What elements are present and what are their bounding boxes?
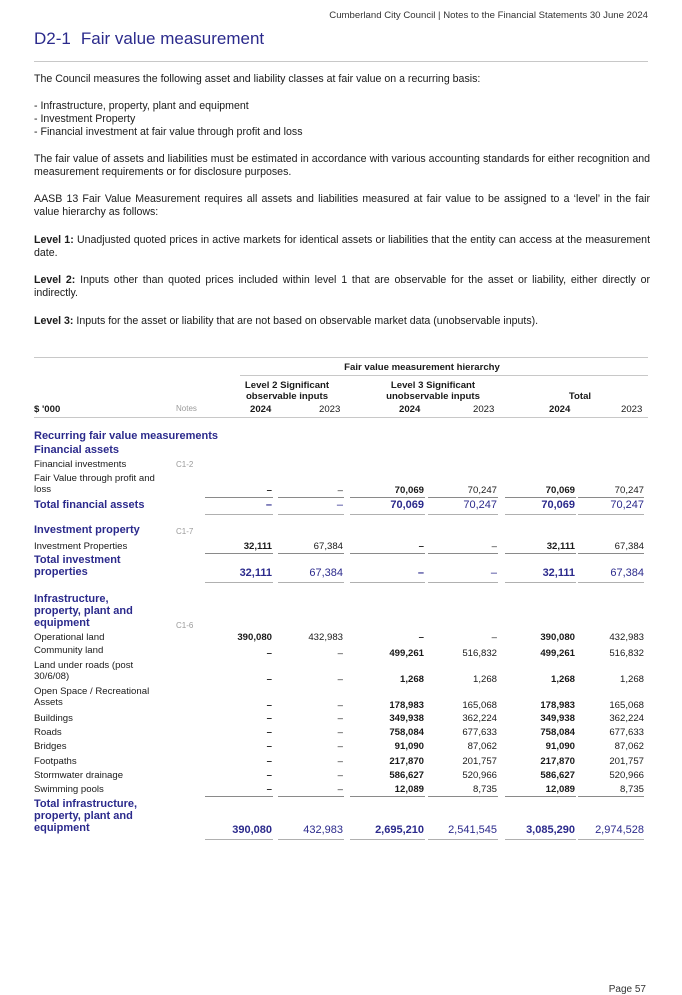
col-l3-2023: 2023 xyxy=(473,404,495,415)
subtotal-rule xyxy=(505,796,576,797)
total-label: Total investment properties xyxy=(34,554,121,578)
row-label: Open Space / Recreational Assets xyxy=(34,686,150,708)
table-cell: 67,384 xyxy=(313,541,343,552)
subtotal-rule xyxy=(350,497,425,498)
total-cell: 32,111 xyxy=(239,567,272,579)
subtotal-rule xyxy=(428,796,498,797)
bullet-item: - Infrastructure, property, plant and equipment xyxy=(34,100,249,112)
table-cell: – xyxy=(266,648,272,659)
total-underline xyxy=(578,839,644,840)
table-cell: 499,261 xyxy=(540,648,575,659)
table-cell: 12,089 xyxy=(545,784,575,795)
section-title xyxy=(34,29,264,49)
level-text: Unadjusted quoted prices in active markets for identical assets or liabilities that the entity can access at the measurement date. xyxy=(34,234,651,259)
table-cell: 432,983 xyxy=(609,632,644,643)
table-cell: 217,870 xyxy=(389,756,424,767)
table-cell: – xyxy=(266,713,272,724)
table-cell: – xyxy=(266,700,272,711)
subtotal-rule xyxy=(278,553,344,554)
row-label: Fair Value through profit and loss xyxy=(34,473,155,495)
level3-heading-line: Level 3 Significant xyxy=(390,380,476,391)
table-cell: 178,983 xyxy=(389,700,424,711)
table-cell: – xyxy=(337,770,343,781)
table-cell: 70,247 xyxy=(614,485,644,496)
total-cell: 70,247 xyxy=(463,499,497,511)
total-cell: – xyxy=(490,567,497,579)
bullet-item: - Investment Property xyxy=(34,113,136,125)
row-label: Financial investments xyxy=(34,459,127,470)
table-cell: 8,735 xyxy=(472,784,497,795)
total-cell: 3,085,290 xyxy=(526,824,575,836)
total-underline xyxy=(205,839,273,840)
total-cell: – xyxy=(265,499,272,511)
note-ref: C1-6 xyxy=(176,621,194,630)
table-cell: – xyxy=(337,727,343,738)
subtotal-rule xyxy=(205,497,273,498)
total-cell: 70,069 xyxy=(390,499,424,511)
table-cell: 520,966 xyxy=(609,770,644,781)
level-2-definition xyxy=(34,274,650,300)
total-label: Total financial assets xyxy=(34,499,145,511)
table-cell: – xyxy=(337,485,343,496)
table-cell: 362,224 xyxy=(609,713,644,724)
total-underline xyxy=(278,582,344,583)
total-cell: 67,384 xyxy=(610,567,644,579)
table-cell: – xyxy=(266,756,272,767)
total-underline xyxy=(350,514,425,515)
table-cell: 12,089 xyxy=(394,784,424,795)
note-ref: C1-7 xyxy=(176,527,194,536)
table-cell: – xyxy=(337,700,343,711)
level2-group-heading xyxy=(222,380,352,402)
col-l2-2023: 2023 xyxy=(319,404,341,415)
col-l3-2024: 2024 xyxy=(399,404,421,415)
total-underline xyxy=(578,514,644,515)
subtotal-rule xyxy=(578,553,644,554)
total-underline xyxy=(205,514,273,515)
table-cell: 70,069 xyxy=(545,485,575,496)
row-label: Buildings xyxy=(34,713,73,724)
table-cell: – xyxy=(418,541,424,552)
table-cell: 758,084 xyxy=(389,727,424,738)
table-cell: 362,224 xyxy=(462,713,497,724)
table-cell: – xyxy=(491,632,497,643)
total-underline xyxy=(505,839,576,840)
subtotal-rule xyxy=(350,796,425,797)
level2-heading-line: Level 2 Significant xyxy=(244,380,330,391)
table-cell: 1,268 xyxy=(550,674,575,685)
table-cell: – xyxy=(337,713,343,724)
table-cell: 520,966 xyxy=(462,770,497,781)
table-cell: – xyxy=(337,741,343,752)
table-cell: 516,832 xyxy=(462,648,497,659)
total-underline xyxy=(578,582,644,583)
table-top-rule xyxy=(34,357,648,358)
title-divider xyxy=(34,61,648,62)
total-underline xyxy=(205,582,273,583)
row-label: Operational land xyxy=(34,632,105,643)
table-cell: 201,757 xyxy=(462,756,497,767)
table-cell: – xyxy=(266,674,272,685)
total-label: Total infrastructure, property, plant and equipment xyxy=(34,798,138,834)
intro-paragraph: The Council measures the following asset and liability classes at fair value on a recurring basis: xyxy=(34,73,481,85)
table-cell: 349,938 xyxy=(540,713,575,724)
table-cell: – xyxy=(266,727,272,738)
subtotal-rule xyxy=(578,796,644,797)
table-cell: – xyxy=(337,756,343,767)
table-cell: 349,938 xyxy=(389,713,424,724)
table-cell: 217,870 xyxy=(540,756,575,767)
total-cell: 2,695,210 xyxy=(375,824,424,836)
table-cell: 87,062 xyxy=(467,741,497,752)
row-label: Investment Properties xyxy=(34,541,128,552)
level-label: Level 2: xyxy=(34,274,76,286)
level-label: Level 3: xyxy=(34,315,74,327)
row-label: Footpaths xyxy=(34,756,77,767)
table-cell: 70,069 xyxy=(394,485,424,496)
total-cell: 32,111 xyxy=(542,567,575,579)
subtotal-rule xyxy=(205,796,273,797)
table-cell: – xyxy=(266,770,272,781)
table-cell: 87,062 xyxy=(614,741,644,752)
table-cell: 32,111 xyxy=(546,541,575,552)
section-title-text: Fair value measurement xyxy=(80,29,265,48)
row-label: Bridges xyxy=(34,741,67,752)
header-bottom-rule xyxy=(34,417,648,418)
notes-column-label: Notes xyxy=(176,404,197,413)
page-number: Page 57 xyxy=(608,984,646,995)
level-text: Inputs other than quoted prices included within level 1 that are observable for the asset or liability, either directly or indirectly. xyxy=(34,274,651,299)
subtotal-rule xyxy=(428,497,498,498)
total-underline xyxy=(278,839,344,840)
subtotal-rule xyxy=(578,497,644,498)
level-text: Inputs for the asset or liability that are not based on observable market data (unobservable inputs). xyxy=(76,315,539,327)
subtotal-rule xyxy=(278,497,344,498)
table-cell: 390,080 xyxy=(540,632,575,643)
total-underline xyxy=(505,582,576,583)
table-cell: 32,111 xyxy=(243,541,272,552)
table-cell: – xyxy=(266,784,272,795)
total-cell: 70,247 xyxy=(610,499,644,511)
hierarchy-heading: Fair value measurement hierarchy xyxy=(344,362,500,373)
level2-heading-line: observable inputs xyxy=(245,391,329,402)
total-cell: 2,541,545 xyxy=(448,824,497,836)
total-group-heading: Total xyxy=(568,391,592,402)
total-cell: 390,080 xyxy=(232,824,272,836)
table-cell: 432,983 xyxy=(308,632,343,643)
table-cell: – xyxy=(418,632,424,643)
subtotal-rule xyxy=(505,553,576,554)
investment-property-heading: Investment property xyxy=(34,524,140,536)
col-total-2023: 2023 xyxy=(621,404,643,415)
paragraph-aasb13: AASB 13 Fair Value Measurement requires all assets and liabilities measured at fair value to be assigned to a ‘level’ in the fair value hierarchy as follows: xyxy=(34,193,650,218)
subtotal-rule xyxy=(350,553,425,554)
bullet-item: - Financial investment at fair value through profit and loss xyxy=(34,126,303,138)
table-cell: 1,268 xyxy=(619,674,644,685)
row-label: Land under roads (post 30/6/08) xyxy=(34,660,134,682)
total-underline xyxy=(278,514,344,515)
recurring-heading: Recurring fair value measurements xyxy=(34,430,219,442)
table-cell: 499,261 xyxy=(389,648,424,659)
unit-label: $ '000 xyxy=(34,404,61,415)
financial-assets-heading: Financial assets xyxy=(34,444,119,456)
col-total-2024: 2024 xyxy=(549,404,571,415)
paragraph-fair-value-estimate: The fair value of assets and liabilities must be estimated in accordance with various accounting standards for either recognition and measurement requirements or for disclosure purposes. xyxy=(34,153,650,178)
table-cell: 516,832 xyxy=(609,648,644,659)
subtotal-rule xyxy=(505,497,576,498)
total-underline xyxy=(428,514,498,515)
table-cell: 1,268 xyxy=(472,674,497,685)
row-label: Stormwater drainage xyxy=(34,770,124,781)
section-number: D2-1 xyxy=(34,29,71,48)
level-1-definition xyxy=(34,234,650,260)
level3-heading-line: unobservable inputs xyxy=(386,391,480,402)
ippe-heading: Infrastructure, property, plant and equipment xyxy=(34,593,133,629)
level-3-definition xyxy=(34,315,650,328)
table-cell: 8,735 xyxy=(619,784,644,795)
total-underline xyxy=(428,582,498,583)
table-cell: 91,090 xyxy=(394,741,424,752)
table-cell: – xyxy=(491,541,497,552)
total-cell: – xyxy=(417,567,424,579)
table-cell: 67,384 xyxy=(614,541,644,552)
table-cell: 201,757 xyxy=(609,756,644,767)
level-label: Level 1: xyxy=(34,234,74,246)
total-cell: 67,384 xyxy=(309,567,343,579)
table-cell: 586,627 xyxy=(540,770,575,781)
total-underline xyxy=(350,582,425,583)
note-ref: C1-2 xyxy=(176,460,194,469)
total-cell: 432,983 xyxy=(303,824,343,836)
table-cell: 758,084 xyxy=(540,727,575,738)
table-cell: 178,983 xyxy=(540,700,575,711)
row-label: Swimming pools xyxy=(34,784,104,795)
total-cell: – xyxy=(336,499,343,511)
subtotal-rule xyxy=(278,796,344,797)
row-label: Roads xyxy=(34,727,62,738)
table-cell: 165,068 xyxy=(462,700,497,711)
table-cell: – xyxy=(266,741,272,752)
level3-group-heading xyxy=(368,380,498,402)
table-cell: – xyxy=(337,674,343,685)
table-cell: – xyxy=(266,485,272,496)
table-cell: 70,247 xyxy=(467,485,497,496)
subtotal-rule xyxy=(428,553,498,554)
table-cell: 586,627 xyxy=(389,770,424,781)
table-cell: 390,080 xyxy=(237,632,272,643)
total-underline xyxy=(505,514,576,515)
total-cell: 70,069 xyxy=(541,499,575,511)
table-cell: 165,068 xyxy=(609,700,644,711)
total-underline xyxy=(350,839,425,840)
table-cell: 677,633 xyxy=(462,727,497,738)
total-cell: 2,974,528 xyxy=(595,824,644,836)
table-cell: – xyxy=(337,784,343,795)
table-cell: 1,268 xyxy=(399,674,424,685)
col-l2-2024: 2024 xyxy=(250,404,272,415)
document-header: Cumberland City Council | Notes to the Financial Statements 30 June 2024 xyxy=(329,10,648,21)
table-cell: – xyxy=(337,648,343,659)
total-underline xyxy=(428,839,498,840)
row-label: Community land xyxy=(34,645,104,656)
table-cell: 677,633 xyxy=(609,727,644,738)
table-cell: 91,090 xyxy=(545,741,575,752)
subtotal-rule xyxy=(205,553,273,554)
hierarchy-rule xyxy=(240,375,648,376)
